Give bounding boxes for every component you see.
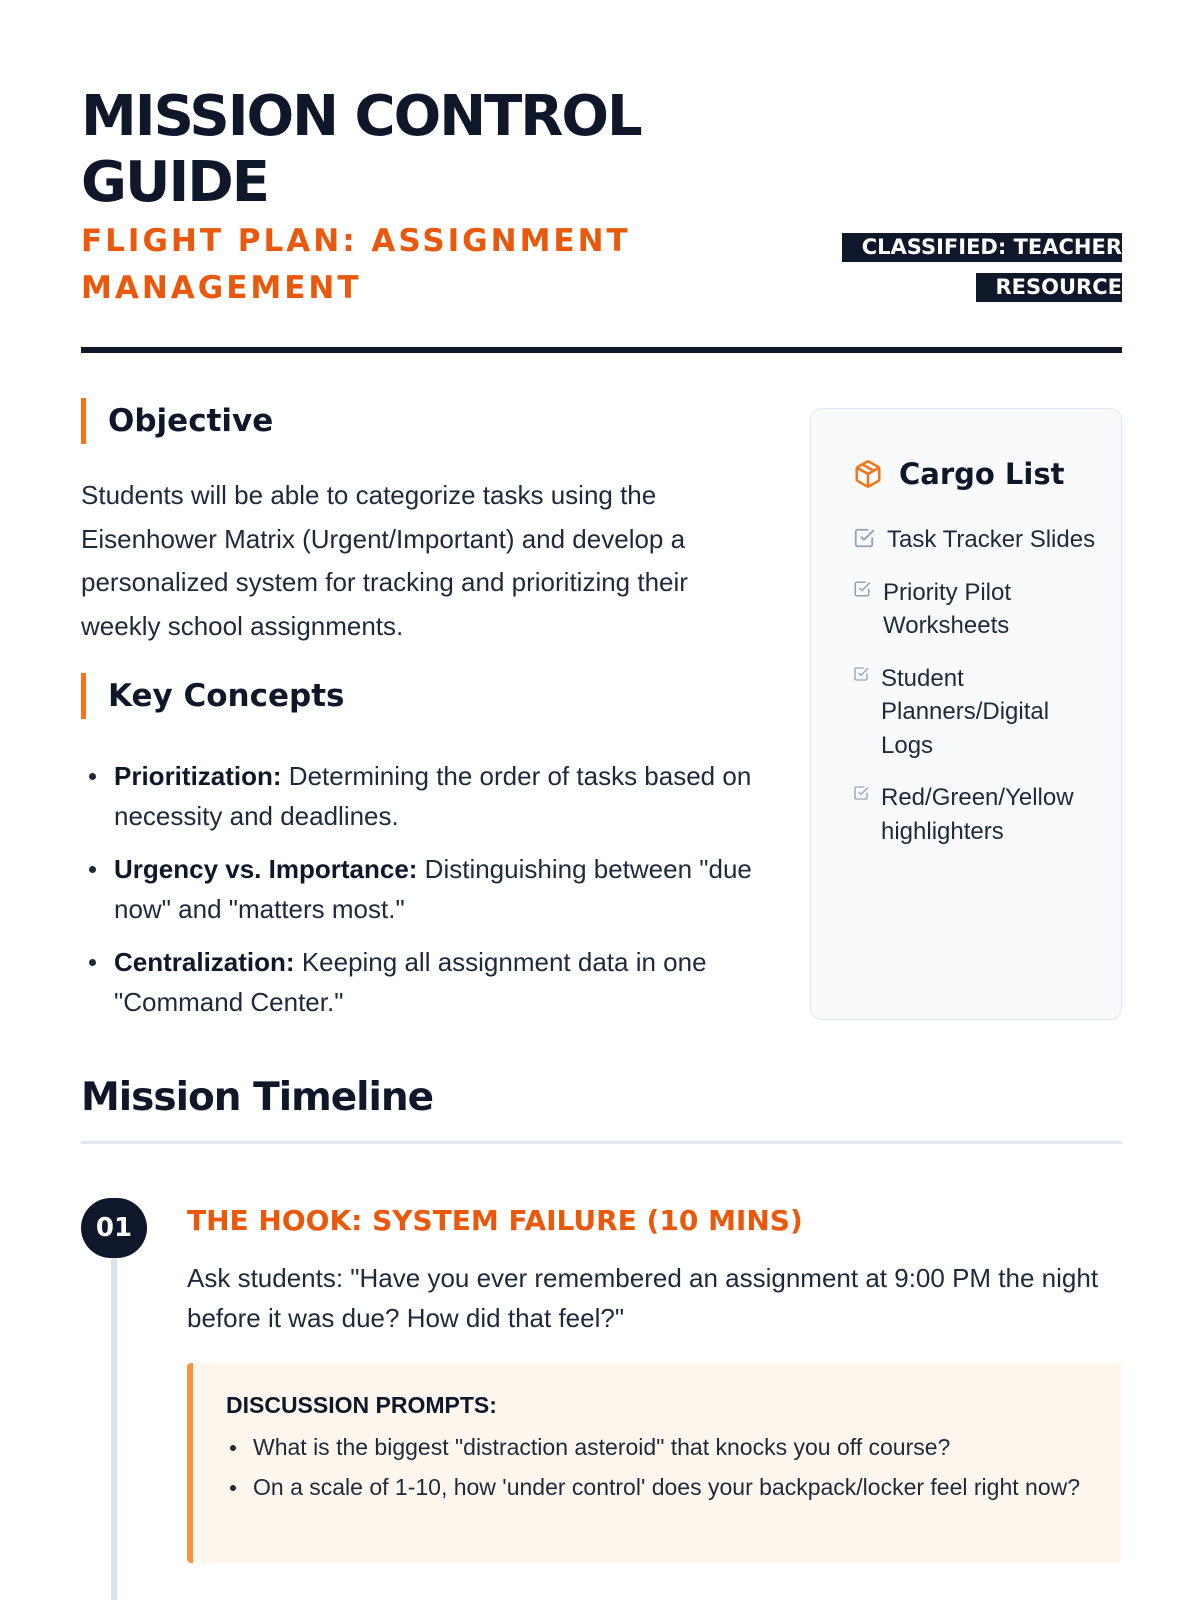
discussion-prompts-box: [187, 1363, 1122, 1563]
concept-term: Urgency vs. Importance:: [114, 854, 418, 884]
cargo-list-header: [853, 454, 1064, 494]
package-icon: [853, 459, 883, 489]
classified-badge: [837, 227, 1122, 307]
checkbox-icon: [853, 785, 869, 801]
cargo-list-title: Cargo List: [899, 457, 1065, 491]
lesson-guide-page: [81, 0, 1122, 1600]
key-concepts-heading: Key Concepts: [81, 673, 344, 719]
bullet-icon: [230, 1445, 236, 1451]
checkbox-icon: [853, 580, 871, 598]
timeline-track: [111, 1250, 117, 1600]
classified-badge-label: CLASSIFIED: TEACHER RESOURCE: [842, 233, 1122, 302]
header-divider: [81, 347, 1122, 353]
concept-item: [81, 942, 761, 1022]
key-concepts-list: [81, 756, 761, 1035]
cargo-item: [853, 576, 1098, 643]
discussion-prompts-list: [226, 1431, 1096, 1511]
checkbox-icon: [853, 527, 875, 549]
concept-item: [81, 756, 761, 836]
bullet-icon: [89, 773, 96, 780]
cargo-list-card: [810, 408, 1122, 1020]
step-title: THE HOOK: SYSTEM FAILURE (10 MINS): [187, 1204, 803, 1237]
timeline-divider: [81, 1141, 1122, 1144]
concept-desc: Keeping all assignment data in one "Command Center.": [114, 947, 707, 1017]
cargo-item: [853, 662, 1098, 763]
objective-text: Students will be able to categorize tasks using the Eisenhower Matrix (Urgent/Important) and develop a personalized system for tracking and prioritizing their weekly school assignments.: [81, 480, 688, 641]
cargo-items: [853, 523, 1098, 867]
prompt-item: [226, 1471, 1096, 1504]
concept-desc: Distinguishing between "due now" and "matters most.": [114, 854, 752, 924]
checkbox-icon: [853, 666, 869, 682]
cargo-item-label: Red/Green/Yellow highlighters: [881, 784, 1074, 845]
page-title: MISSION CONTROL GUIDE: [81, 84, 641, 215]
concept-term: Centralization:: [114, 947, 295, 977]
prompt-item: [226, 1431, 1096, 1464]
bullet-icon: [230, 1485, 236, 1491]
cargo-item: [853, 523, 1098, 557]
page-subtitle: FLIGHT PLAN: ASSIGNMENT MANAGEMENT: [81, 223, 631, 306]
cargo-item: [853, 781, 1098, 848]
prompt-text: On a scale of 1-10, how 'under control' does your backpack/locker feel right now?: [253, 1474, 1081, 1500]
concept-desc: Determining the order of tasks based on necessity and deadlines.: [114, 761, 752, 831]
step-number-badge: 01: [81, 1198, 147, 1258]
concept-item: [81, 849, 761, 929]
bullet-icon: [89, 866, 96, 873]
cargo-item-label: Task Tracker Slides: [887, 526, 1096, 553]
discussion-prompts-label: DISCUSSION PROMPTS:: [226, 1392, 497, 1418]
cargo-item-label: Priority Pilot Worksheets: [883, 578, 1012, 639]
bullet-icon: [89, 959, 96, 966]
objective-heading: Objective: [81, 398, 273, 444]
concept-term: Prioritization:: [114, 761, 282, 791]
cargo-item-label: Student Planners/Digital Logs: [881, 664, 1050, 759]
step-text: Ask students: "Have you ever remembered an assignment at 9:00 PM the night before it was due? How did that feel?": [187, 1263, 1099, 1333]
timeline-title: Mission Timeline: [81, 1075, 434, 1120]
prompt-text: What is the biggest "distraction asteroid" that knocks you off course?: [253, 1434, 951, 1460]
